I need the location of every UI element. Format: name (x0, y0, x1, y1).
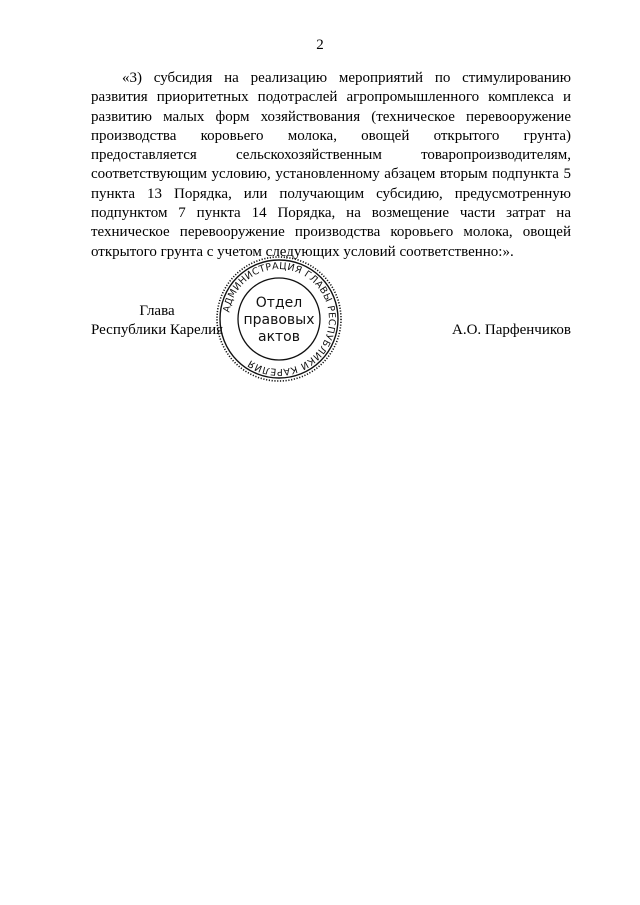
stamp-center-line3: актов (257, 329, 301, 345)
stamp-ring-text: АДМИНИСТРАЦИЯ ГЛАВЫ РЕСПУБЛИКИ КАРЕЛИЯ (221, 260, 338, 378)
stamp-seal-icon (214, 254, 344, 384)
signatory-title (91, 302, 223, 340)
document-paragraph: «3) субсидия на реализацию мероприятий по стимулированию развития приоритетных подотраслей агропромышленного комплекса и развитию малых форм хозяйствования (техническое перевооружение производства коровьего молока, овощей открытого грунта) предоставляется сельскохозяйственным товаропроизводителям, соответствующим условию, установленному абзацем вторым подпункта 5 пункта 13 Порядка, или получающим субсидию, предусмотренную подпунктом 7 пункта 14 Порядка, на возмещение части затрат на техническое перевооружение производства коровьего молока, овощей открытого грунта с учетом следующих условий соответственно:». (91, 70, 571, 260)
official-stamp (214, 254, 344, 384)
page-number: 2 (316, 37, 324, 53)
stamp-center-line2: правовых (243, 312, 315, 328)
signatory-title-line2: Республики Карелия (91, 322, 224, 338)
stamp-center-line1: Отдел (255, 295, 303, 311)
signatory-title-line1: Глава (139, 303, 175, 319)
signatory-name: А.О. Парфенчиков (452, 322, 571, 338)
